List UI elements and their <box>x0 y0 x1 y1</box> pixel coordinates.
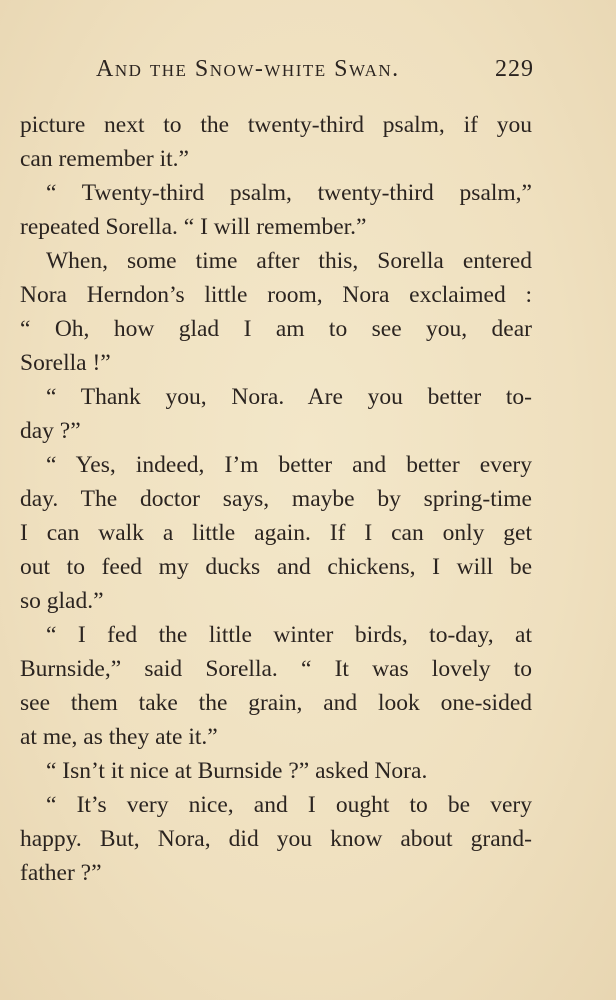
text-line: “ Oh, how glad I am to see you, dear <box>20 316 532 342</box>
text-line: father ?” <box>20 860 102 886</box>
page-number: 229 <box>495 56 534 82</box>
text-line: “ Twenty-third psalm, twenty-third psalm,” <box>46 180 532 206</box>
text-line: picture next to the twenty-third psalm, if you <box>20 112 532 138</box>
text-line: happy. But, Nora, did you know about grand- <box>20 826 532 852</box>
text-line: When, some time after this, Sorella entered <box>46 248 532 274</box>
body-text <box>20 108 532 890</box>
text-line: Nora Herndon’s little room, Nora exclaimed : <box>20 282 532 308</box>
text-line: “ Thank you, Nora. Are you better to- <box>46 384 532 410</box>
running-title: And the Snow-white Swan. <box>96 56 400 82</box>
text-line: “ It’s very nice, and I ought to be very <box>46 792 532 818</box>
text-line: see them take the grain, and look one-sided <box>20 690 532 716</box>
text-line: repeated Sorella. “ I will remember.” <box>20 214 367 240</box>
text-line: “ Yes, indeed, I’m better and better every <box>46 452 532 478</box>
text-line: day ?” <box>20 418 81 444</box>
text-line: I can walk a little again. If I can only get <box>20 520 532 546</box>
text-line: so glad.” <box>20 588 104 614</box>
text-line: can remember it.” <box>20 146 189 172</box>
text-line: out to feed my ducks and chickens, I will be <box>20 554 532 580</box>
text-line: day. The doctor says, maybe by spring-time <box>20 486 532 512</box>
text-line: “ Isn’t it nice at Burnside ?” asked Nora. <box>46 758 428 784</box>
text-line: “ I fed the little winter birds, to-day, at <box>46 622 532 648</box>
text-line: Burnside,” said Sorella. “ It was lovely to <box>20 656 532 682</box>
text-line: Sorella !” <box>20 350 111 376</box>
text-line: at me, as they ate it.” <box>20 724 218 750</box>
page-header <box>96 52 534 88</box>
